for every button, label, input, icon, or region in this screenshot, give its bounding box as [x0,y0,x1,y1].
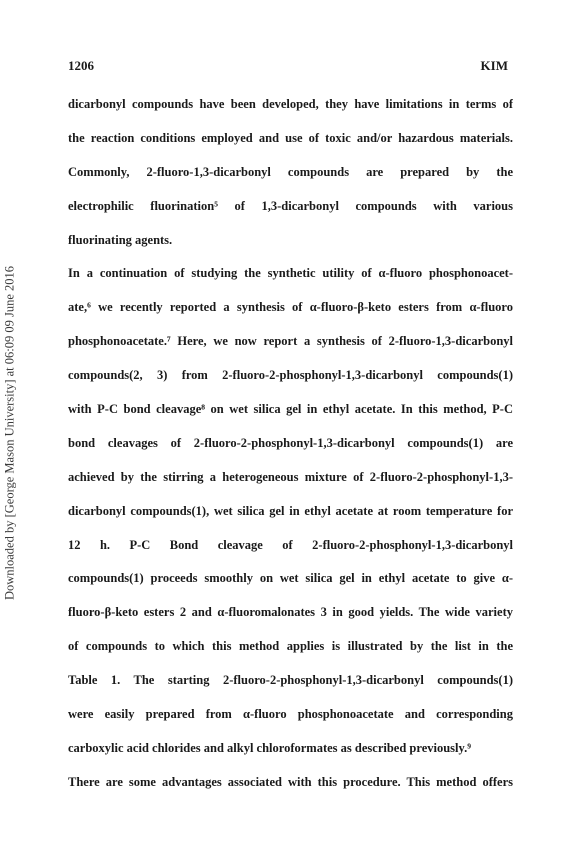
text-line: the reaction conditions employed and use of toxic and/or hazardous materials. [68,130,513,145]
text-line: compounds(2, 3) from 2-fluoro-2-phosphonyl-1,3-dicarbonyl compounds(1) [68,368,513,383]
download-watermark [0,0,20,863]
running-head: KIM [480,58,508,73]
text-line: There are some advantages associated with this procedure. This method offers [68,774,513,789]
text-line: phosphonoacetate.⁷ Here, we now report a synthesis of 2-fluoro-1,3-dicarbonyl [68,334,513,349]
text-line: of compounds to which this method applies is illustrated by the list in the [68,639,513,654]
body-text [68,94,513,806]
text-line: carboxylic acid chlorides and alkyl chloroformates as described previously.⁹ [68,740,471,755]
text-line: achieved by the stirring a heterogeneous mixture of 2-fluoro-2-phosphonyl-1,3- [68,469,513,484]
text-line: In a continuation of studying the synthetic utility of α-fluoro phosphonoacet- [68,266,513,281]
text-line: 12 h. P-C Bond cleavage of 2-fluoro-2-phosphonyl-1,3-dicarbonyl [68,537,513,552]
text-line: were easily prepared from α-fluoro phosphonoacetate and corresponding [68,707,513,722]
page-number: 1206 [68,58,94,73]
text-line: electrophilic fluorination⁵ of 1,3-dicarbonyl compounds with various [68,198,513,213]
text-line: fluorinating agents. [68,232,173,247]
text-line: Commonly, 2-fluoro-1,3-dicarbonyl compounds are prepared by the [68,164,513,179]
text-line: bond cleavages of 2-fluoro-2-phosphonyl-1,3-dicarbonyl compounds(1) are [68,435,513,450]
text-line: compounds(1) proceeds smoothly on wet silica gel in ethyl acetate to give α- [68,571,513,586]
download-watermark-text: Downloaded by [George Mason University] at 06:09 09 June 2016 [2,265,17,601]
text-line: dicarbonyl compounds(1), wet silica gel in ethyl acetate at room temperature for [68,503,513,518]
text-line: with P-C bond cleavage⁸ on wet silica gel in ethyl acetate. In this method, P-C [68,402,513,417]
text-line: Table 1. The starting 2-fluoro-2-phosphonyl-1,3-dicarbonyl compounds(1) [68,673,513,688]
text-line: dicarbonyl compounds have been developed, they have limitations in terms of [68,97,513,111]
text-line: fluoro-β-keto esters 2 and α-fluoromalonates 3 in good yields. The wide variety [68,605,513,620]
text-line: ate,⁶ we recently reported a synthesis of α-fluoro-β-keto esters from α-fluoro [68,300,513,315]
